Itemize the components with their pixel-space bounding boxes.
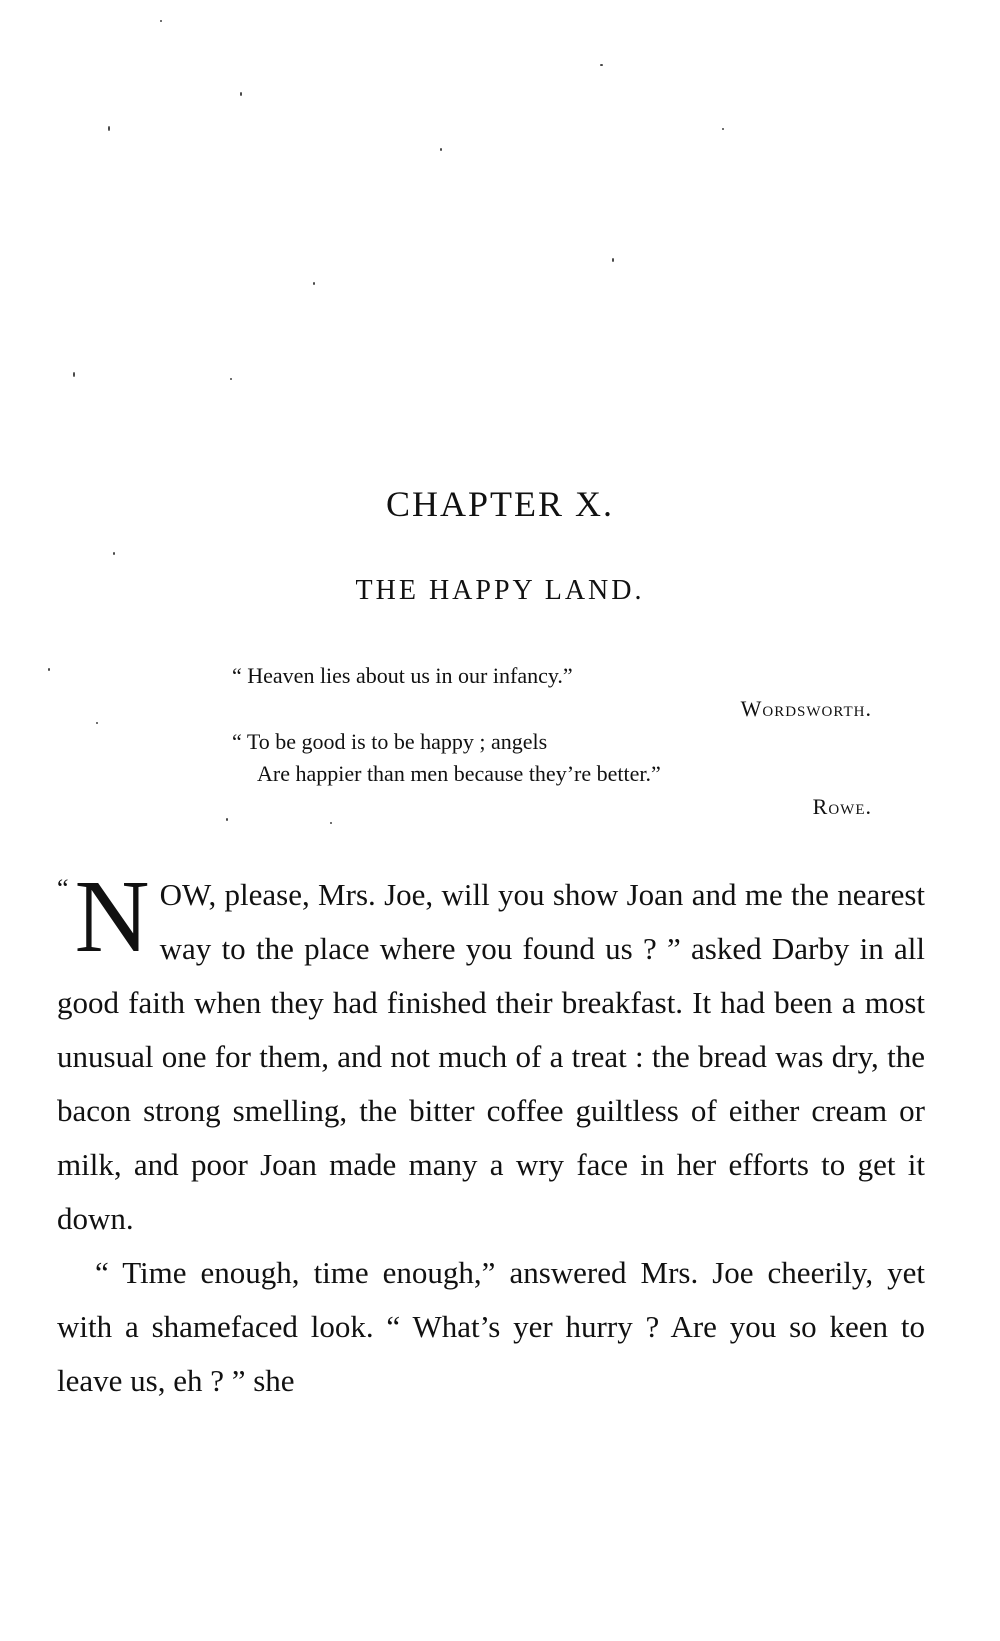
chapter-subtitle: THE HAPPY LAND. [355, 575, 645, 606]
print-speck [600, 64, 603, 66]
print-speck [230, 378, 232, 380]
paragraph [57, 1246, 925, 1408]
paragraph [57, 859, 925, 1246]
print-speck [612, 258, 614, 262]
opening-quote: “ [57, 874, 69, 903]
print-speck [240, 92, 242, 96]
epigraphs [232, 660, 872, 824]
print-speck [440, 148, 442, 151]
epigraph-line: “ To be good is to be happy ; angels [232, 729, 548, 754]
paragraph-text: OW, please, Mrs. Joe, will you show Joan and me the nearest way to the place where you found us ? ” asked Darby in all good faith when they had finished their breakfast. It had been a most unusual one for them, and not much of a treat : the bread was dry, the bacon strong smelling, the bitter coffee guiltless of either cream or milk, and poor Joan made many a wry face in her efforts to get it down. [57, 877, 925, 1236]
print-speck [226, 818, 228, 821]
print-speck [96, 722, 98, 724]
epigraph-line: “ Heaven lies about us in our infancy.” [232, 663, 573, 688]
print-speck [722, 128, 724, 130]
paragraph-text: “ Time enough, time enough,” answered Mrs. Joe cheerily, yet with a shamefaced look. “ What’s yer hurry ? Are you so keen to leave us, eh ? ” she [57, 1255, 925, 1398]
print-speck [313, 282, 315, 285]
chapter-title: CHAPTER X. [385, 484, 615, 524]
epigraph-line: Are happier than men because they’re better.” [257, 761, 661, 786]
drop-cap: N [74, 859, 150, 974]
print-speck [108, 126, 110, 131]
print-speck [73, 372, 75, 377]
print-speck [113, 552, 115, 555]
epigraph-attribution: Rowe. [812, 794, 872, 819]
print-speck [48, 668, 50, 671]
body-text [57, 859, 925, 1408]
print-speck [160, 20, 162, 22]
epigraph-attribution: Wordsworth. [740, 696, 872, 721]
